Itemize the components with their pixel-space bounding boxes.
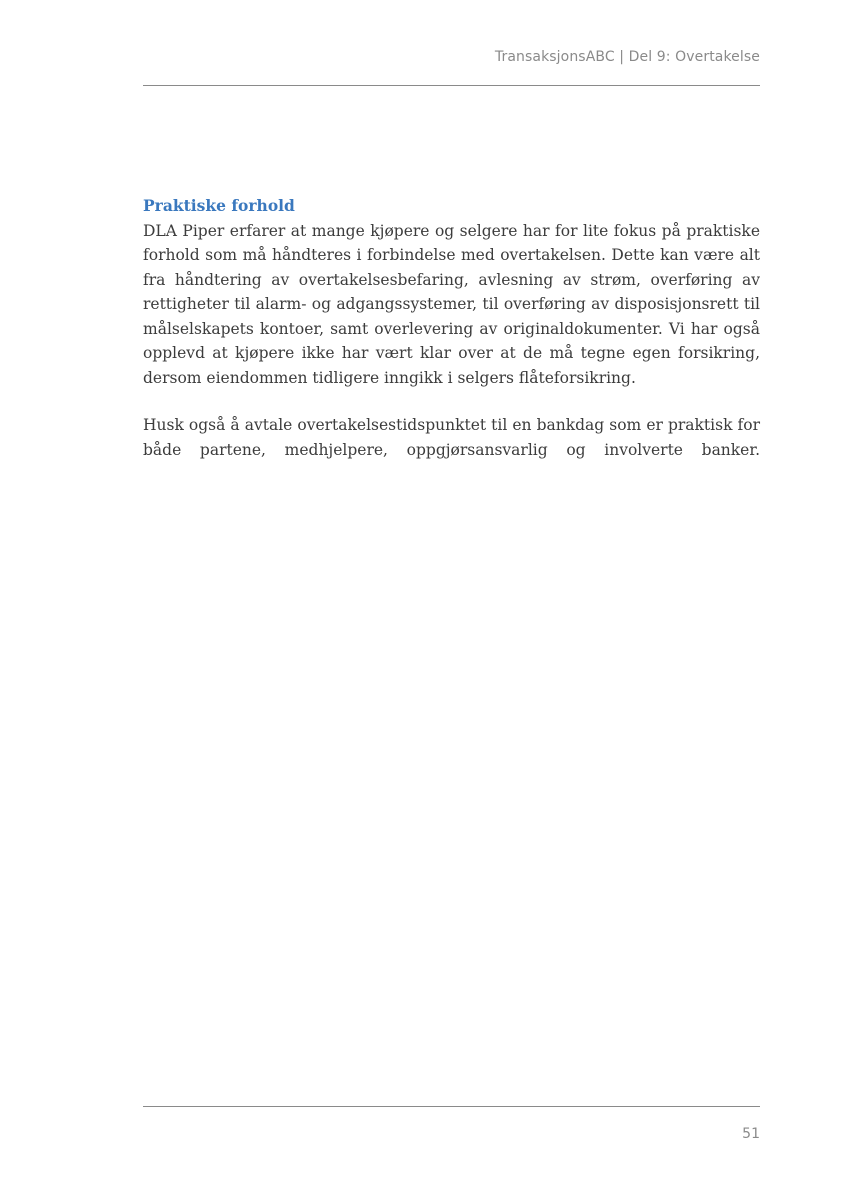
page-content	[143, 194, 760, 462]
page-number: 51	[742, 1126, 760, 1142]
footer-divider	[143, 1106, 760, 1107]
header-divider	[143, 85, 760, 86]
section-heading: Praktiske forhold	[143, 196, 295, 215]
body-paragraph: DLA Piper erfarer at mange kjøpere og selgere har for lite fokus på praktiske forhold som må håndteres i forbindelse med overtakelsen. Dette kan være alt fra håndtering av overtakelsesbefaring, avlesning av strøm, overføring av rettigheter til alarm- og adgangssystemer, til overføring av disposisjonsrett til målselskapets kontoer, samt overlevering av originaldokumenter. Vi har også opplevd at kjøpere ikke har vært klar over at de må tegne egen forsikring, dersom eiendommen tidligere inngikk i selgers flåteforsikring.	[143, 221, 760, 387]
body-paragraph: Husk også å avtale overtakelsestidspunktet til en bankdag som er praktisk for både partene, medhjelpere, oppgjørsansvarlig og involverte banker.	[143, 416, 760, 459]
running-header: TransaksjonsABC | Del 9: Overtakelse	[494, 49, 760, 65]
